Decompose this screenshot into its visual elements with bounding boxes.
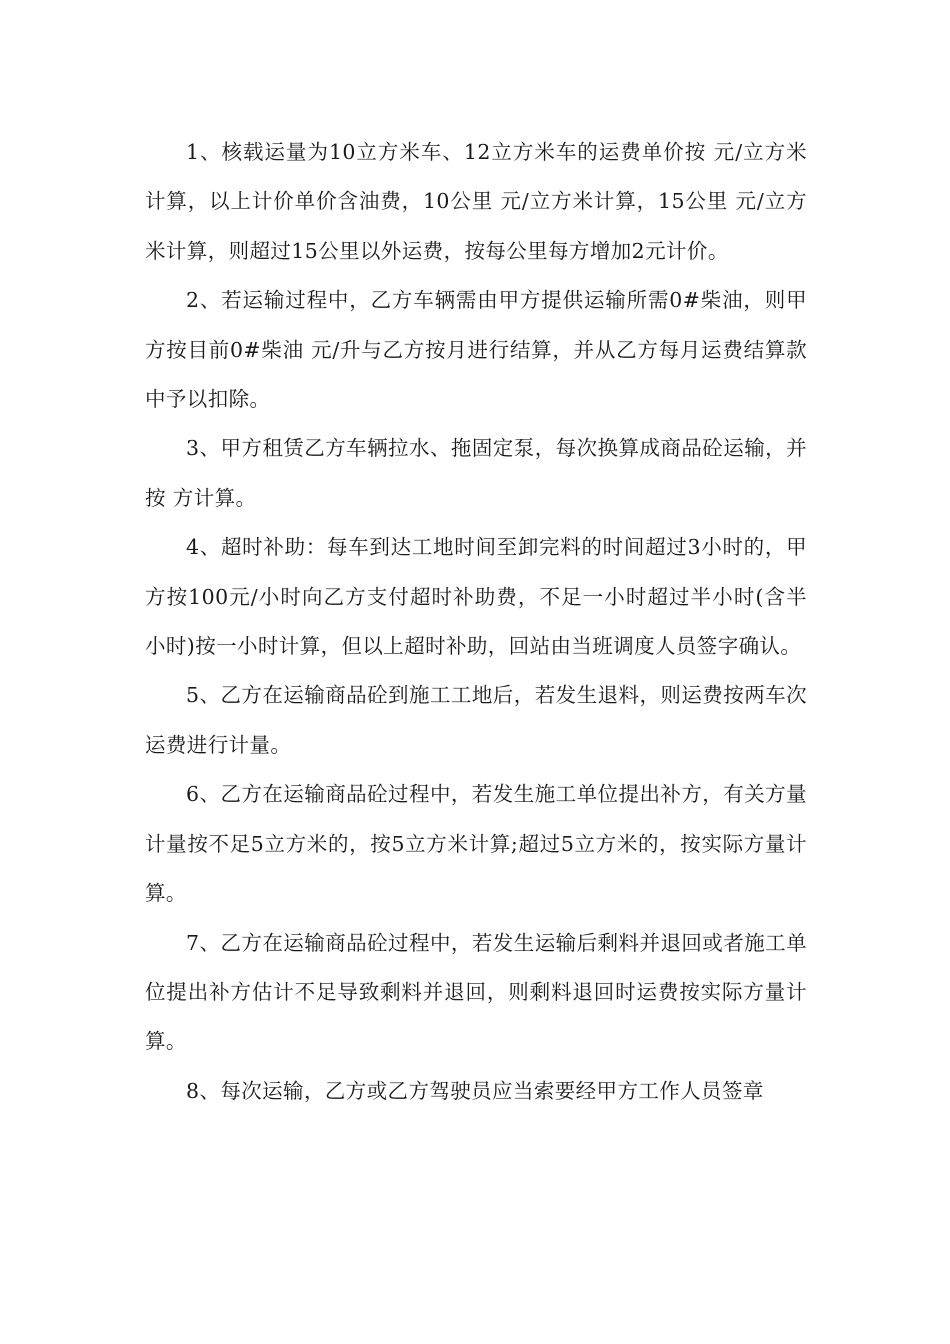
paragraph-7: 7、乙方在运输商品砼过程中，若发生运输后剩料并退回或者施工单位提出补方估计不足导致剩料并退回，则剩料退回时运费按实际方量计算。 bbox=[145, 930, 807, 1054]
document-body bbox=[145, 128, 807, 1116]
paragraph-5: 5、乙方在运输商品砼到施工工地后，若发生退料，则运费按两车次运费进行计量。 bbox=[145, 683, 807, 757]
paragraph-8: 8、每次运输，乙方或乙方驾驶员应当索要经甲方工作人员签章 bbox=[186, 1078, 764, 1103]
paragraph-1: 1、核载运量为10立方米车、12立方米车的运费单价按 元/立方米计算，以上计价单价含油费，10公里 元/立方米计算，15公里 元/立方米计算，则超过15公里以外运费，按每公里每方增加2元计价。 bbox=[145, 140, 807, 263]
paragraph-2: 2、若运输过程中，乙方车辆需由甲方提供运输所需0#柴油，则甲方按目前0#柴油 元/升与乙方按月进行结算，并从乙方每月运费结算款中予以扣除。 bbox=[145, 288, 807, 412]
paragraph-6: 6、乙方在运输商品砼过程中，若发生施工单位提出补方，有关方量计量按不足5立方米的，按5立方米计算;超过5立方米的，按实际方量计算。 bbox=[145, 782, 807, 906]
paragraph-3: 3、甲方租赁乙方车辆拉水、拖固定泵，每次换算成商品砼运输，并按 方计算。 bbox=[145, 436, 807, 510]
paragraph-4: 4、超时补助：每车到达工地时间至卸完料的时间超过3小时的，甲方按100元/小时向乙方支付超时补助费，不足一小时超过半小时(含半小时)按一小时计算，但以上超时补助，回站由当班调度人员签字确认。 bbox=[145, 535, 807, 659]
